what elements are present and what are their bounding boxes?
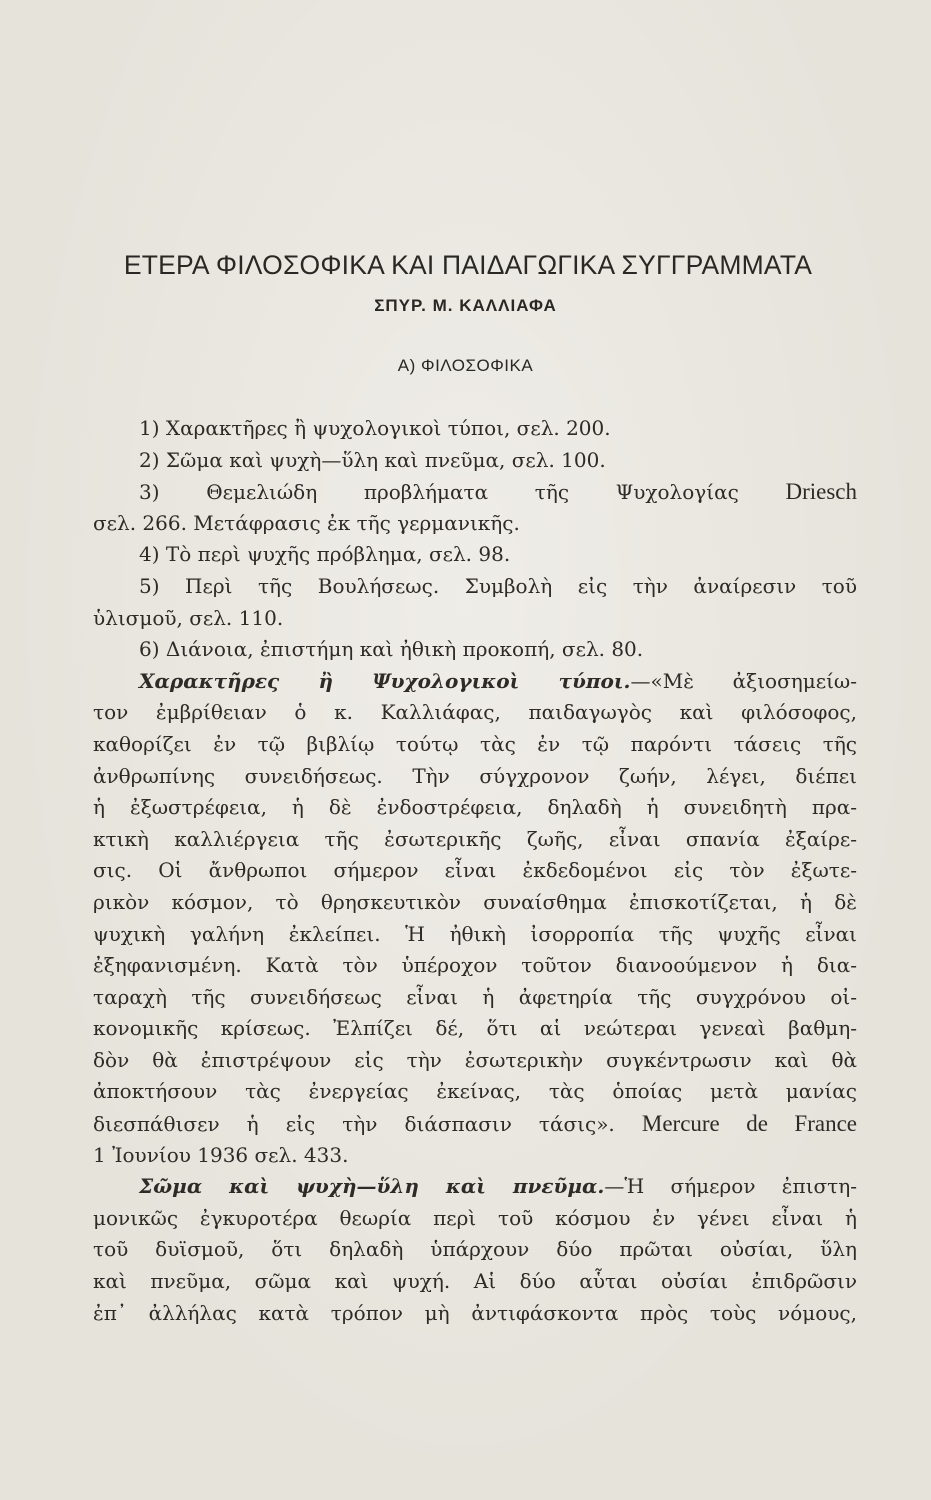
paragraph-line: κτικὴ καλλιέργεια τῆς ἐσωτερικῆς ζωῆς, εἶναι σπανία ἐξαίρε- — [93, 826, 857, 851]
paragraph-line: ψυχικὴ γαλήνη ἐκλείπει. Ἡ ἠθικὴ ἰσορροπία τῆς ψυχῆς εἶναι — [93, 921, 857, 946]
review-paragraph — [93, 666, 857, 1172]
paragraph-line: ἐπ᾽ ἀλλήλας κατὰ τρόπον μὴ ἀντιφάσκοντα πρὸς τοὺς νόμους, — [93, 1300, 857, 1325]
paragraph-line: ρικὸν κόσμον, τὸ θρησκευτικὸν συναίσθημα ἐπισκοτίζεται, ἡ δὲ — [93, 889, 857, 914]
section-heading: Α) ΦΙΛΟΣΟΦΙΚΑ — [397, 356, 534, 375]
paragraph-line: μονικῶς ἐγκυροτέρα θεωρία περὶ τοῦ κόσμου ἐν γένει εἶναι ἡ — [93, 1205, 857, 1230]
review-title: Χαρακτῆρες ἢ Ψυχολογικοὶ τύποι. — [139, 668, 631, 693]
paragraph-line: 1 Ἰουνίου 1936 σελ. 433. — [93, 1142, 349, 1167]
paragraph-line: καθορίζει ἐν τῷ βιβλίῳ τούτῳ τὰς ἐν τῷ παρόντι τάσεις τῆς — [93, 731, 857, 756]
author-name: ΣΠΥΡ. Μ. ΚΑΛΛΙΑΦΑ — [374, 296, 557, 315]
list-item: 5) Περὶ τῆς Βουλήσεως. Συμβολὴ εἰς τὴν ἀναίρεσιν τοῦ — [139, 573, 857, 598]
list-item: 6) Διάνοια, ἐπιστήμη καὶ ἠθικὴ προκοπή, σελ. 80. — [139, 637, 644, 662]
paragraph-text: —Ἡ σήμερον ἐπιστη- — [604, 1174, 857, 1199]
paragraph-line: τοῦ δυϊσμοῦ, ὅτι δηλαδὴ ὑπάρχουν δύο πρῶται οὐσίαι, ὕλη — [93, 1237, 857, 1262]
review-title: Σῶμα καὶ ψυχὴ—ὕλη καὶ πνεῦμα. — [139, 1174, 605, 1199]
paragraph-line — [93, 1108, 857, 1140]
paragraph-line: ἀποκτήσουν τὰς ἐνεργείας ἐκείνας, τὰς ὁποίας μετὰ μανίας — [93, 1079, 857, 1104]
page-title: ΕΤΕΡΑ ΦΙΛΟΣΟΦΙΚΑ ΚΑΙ ΠΑΙΔΑΓΩΓΙΚΑ ΣΥΓΓΡΑΜΜΑΤΑ — [123, 250, 813, 280]
paragraph-line: δὸν θὰ ἐπιστρέψουν εἰς τὴν ἐσωτερικὴν συγκέντρωσιν καὶ θὰ — [93, 1047, 857, 1072]
list-item: 2) Σῶμα καὶ ψυχὴ—ὕλη καὶ πνεῦμα, σελ. 100. — [139, 447, 606, 472]
paragraph-line — [93, 666, 857, 698]
paragraph-line: κονομικῆς κρίσεως. Ἐλπίζει δέ, ὅτι αἱ νεώτεραι γενεαὶ βαθμη- — [93, 1016, 857, 1041]
paragraph-text: —«Μὲ ἀξιοσημείω- — [630, 668, 857, 693]
list-item: 1) Χαρακτῆρες ἢ ψυχολογικοὶ τύποι, σελ. 200. — [139, 416, 611, 440]
paragraph-line — [93, 1171, 857, 1203]
list-item-continuation: σελ. 266. Μετάφρασις ἐκ τῆς γερμανικῆς. — [93, 510, 520, 535]
body-text — [93, 413, 857, 1329]
review-paragraph — [93, 1171, 857, 1329]
author-surname: Driesch — [785, 479, 857, 505]
paragraph-line: καὶ πνεῦμα, σῶμα καὶ ψυχή. Αἱ δύο αὗται οὐσίαι ἐπιδρῶσιν — [93, 1269, 857, 1294]
list-item — [93, 476, 857, 508]
paragraph-line: ἐξηφανισμένη. Κατὰ τὸν ὑπέροχον τοῦτον διανοούμενον ἡ δια- — [93, 953, 857, 978]
works-list — [93, 413, 857, 666]
source-citation: Mercure de France — [641, 1111, 857, 1137]
paragraph-line: ἡ ἐξωστρέφεια, ἡ δὲ ἐνδοστρέφεια, δηλαδὴ ἡ συνειδητὴ πρα- — [93, 795, 857, 820]
paragraph-line: σις. Οἱ ἄνθρωποι σήμερον εἶναι ἐκδεδομένοι εἰς τὸν ἐξωτε- — [93, 858, 857, 883]
paragraph-line: ταραχὴ τῆς συνειδήσεως εἶναι ἡ ἀφετηρία τῆς συγχρόνου οἰ- — [93, 984, 857, 1009]
list-item-text: 3) Θεμελιώδη προβλήματα τῆς Ψυχολογίας — [139, 480, 739, 505]
paragraph-line: ἀνθρωπίνης συνειδήσεως. Τὴν σύγχρονον ζωήν, λέγει, διέπει — [93, 763, 857, 788]
list-item-continuation: ὑλισμοῦ, σελ. 110. — [93, 605, 284, 630]
list-item: 4) Τὸ περὶ ψυχῆς πρόβλημα, σελ. 98. — [139, 542, 511, 567]
paragraph-line: τον ἐμβρίθειαν ὁ κ. Καλλιάφας, παιδαγωγὸς καὶ φιλόσοφος, — [93, 700, 857, 725]
paragraph-text: διεσπάθισεν ἡ εἰς τὴν διάσπασιν τάσις». — [93, 1112, 615, 1137]
